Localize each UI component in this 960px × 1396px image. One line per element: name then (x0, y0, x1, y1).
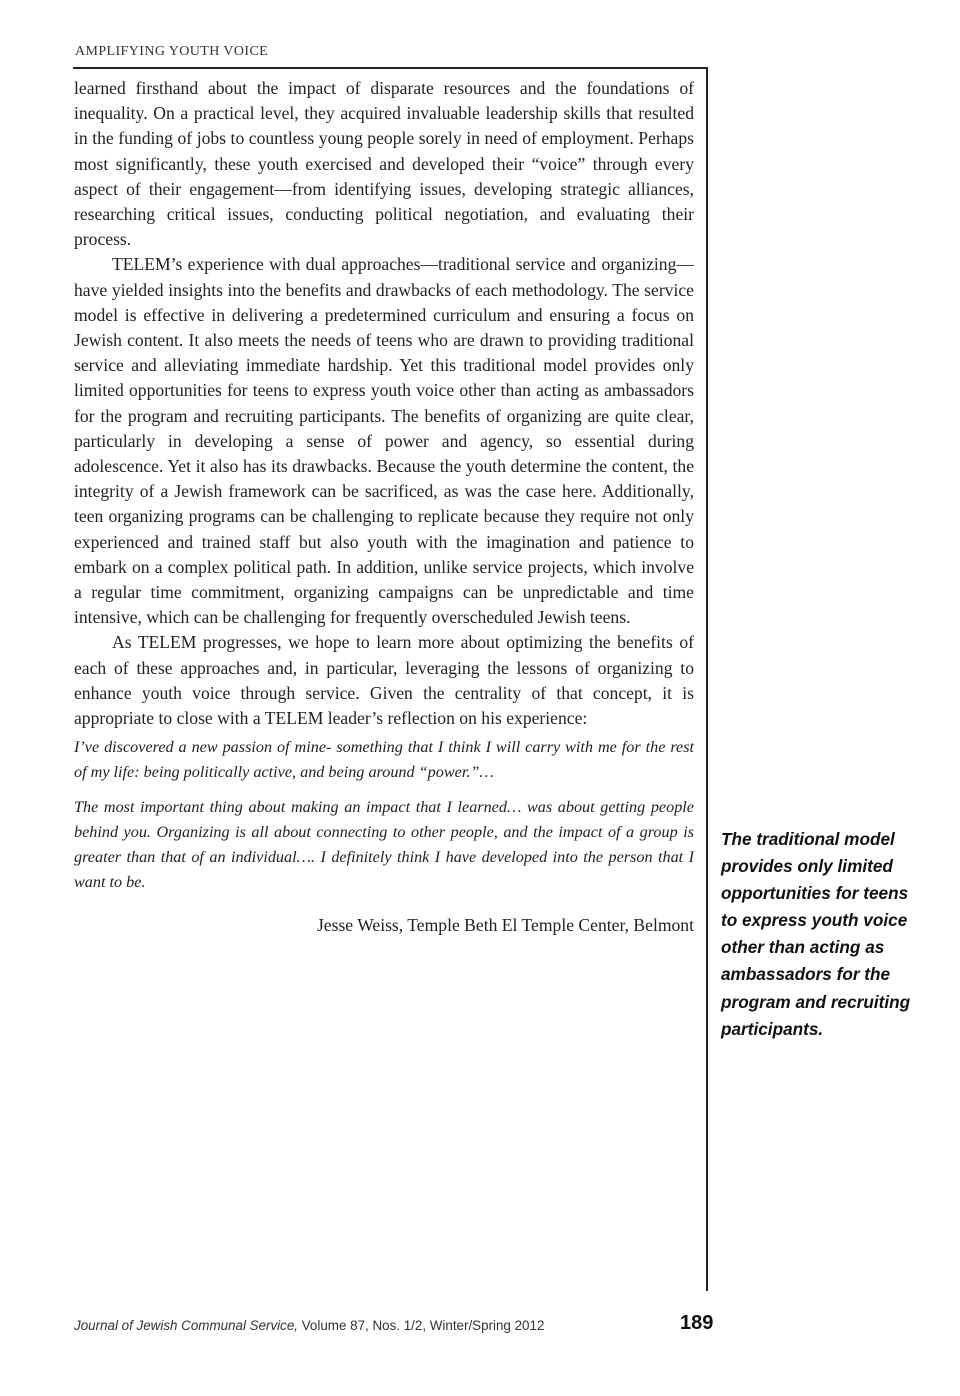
block-quote (74, 735, 694, 895)
top-rule (73, 67, 708, 69)
journal-details: Volume 87, Nos. 1/2, Winter/Spring 2012 (298, 1318, 545, 1333)
main-column (74, 76, 694, 938)
quote-attribution: Jesse Weiss, Temple Beth El Temple Center, Belmont (316, 914, 694, 935)
running-head: AMPLIFYING YOUTH VOICE (75, 44, 269, 59)
page-number: 189 (680, 1312, 714, 1334)
quote-paragraph: The most important thing about making an impact that I learned… was about getting people behind you. Organizing is all about connecting to other people, and the impact of a group is greater than that of an individual…. I definitely think I have developed into the person that I want to be. (74, 797, 694, 892)
journal-title: Journal of Jewish Communal Service, (74, 1318, 299, 1333)
footer-citation (74, 1318, 544, 1333)
pull-quote: The traditional model provides only limited opportunities for teens to express youth voice other than acting as ambassadors for the program and recruiting participants. (721, 829, 911, 1039)
quote-paragraph: I’ve discovered a new passion of mine- something that I think I will carry with me for the rest of my life: being politically active, and being around “power.”… (74, 738, 694, 782)
column-rule (706, 67, 708, 1291)
body-paragraph: TELEM’s experience with dual approaches—traditional service and organizing— have yielded insights into the benefits and drawbacks of each methodology. The service model is effective in delivering a predetermined curriculum and ensuring a focus on Jewish content. It also meets the needs of teens who are drawn to providing traditional service and alleviating immediate hardship. Yet this traditional model provides only limited opportunities for teens to express youth voice other than acting as ambassadors for the program and recruiting participants. The benefits of organizing are quite clear, particularly in developing a sense of power and agency, so essential during adolescence. Yet it also has its drawbacks. Because the youth determine the content, the integrity of a Jewish framework can be sacrificed, as was the case here. Additionally, teen organizing programs can be challenging to replicate because they require not only experienced and trained staff but also youth with the imagination and patience to embark on a complex political path. In addition, unlike service projects, which involve a regular time commitment, organizing campaigns can be unpredictable and time intensive, which can be challenging for frequently overscheduled Jewish teens. (74, 254, 694, 628)
body-paragraph: learned firsthand about the impact of disparate resources and the foundations of inequality. On a practical level, they acquired invaluable leadership skills that resulted in the funding of jobs to countless young people sorely in need of employment. Perhaps most significantly, these youth exercised and developed their “voice” through every aspect of their engagement—from identifying issues, developing strategic alliances, researching critical issues, conducting political negotiation, and evaluating their process. (74, 78, 694, 250)
body-paragraph: As TELEM progresses, we hope to learn more about optimizing the benefits of each of these approaches and, in particular, leveraging the lessons of organizing to enhance youth voice through service. Given the centrality of that concept, it is appropriate to close with a TELEM leader’s reflection on his experience: (74, 632, 694, 729)
